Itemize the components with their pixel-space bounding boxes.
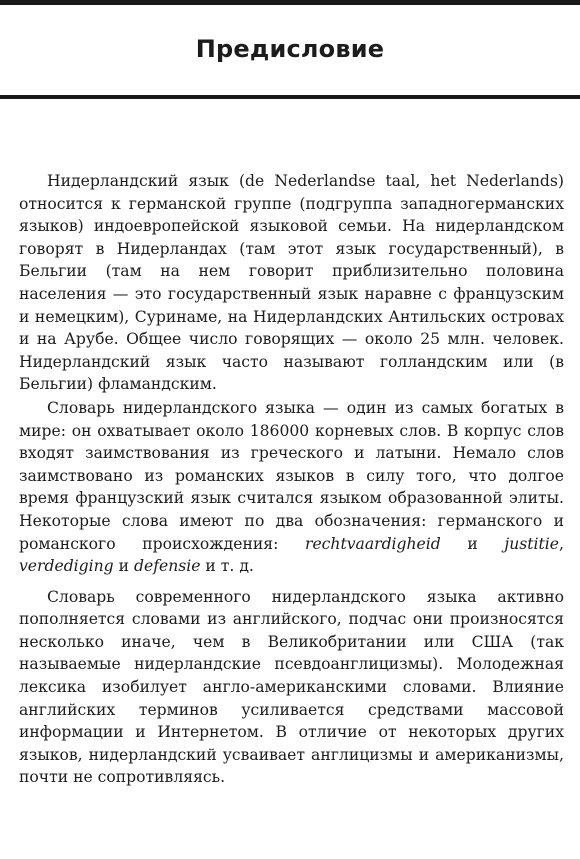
separator: , <box>559 534 564 553</box>
paragraph-vocabulary <box>19 397 564 578</box>
body-text <box>19 170 564 789</box>
paragraph-intro: Нидерландский язык (de Nederlandse taal, het Nederlands) относится к германской группе (подгруппа западногерманских языков) индоевропейской языковой семьи. На нидерландском говорят в Нидерландах (там этот язык государственный), в Бельгии (там на нем говорит приблизительно половина населения — это государственный язык наравне с французским и немецким), Суринаме, на Нидерландских Антильских островах и на Арубе. Общее число говорящих — около 25 млн. человек. Нидерландский язык часто называют голландским или (в Бельгии) фламандским. <box>19 172 564 394</box>
term-rechtvaardigheid: rechtvaardigheid <box>304 534 441 553</box>
header-top-rule <box>0 0 580 5</box>
conjunction: и <box>440 534 505 553</box>
term-verdediging: verdediging <box>19 557 114 576</box>
term-justitie: justitie <box>504 534 560 553</box>
paragraph-modern-vocabulary: Словарь современного нидерландского языка активно пополняется словами из английского, подчас они произносятся несколько иначе, чем в Великобритании или США (так называемые нидерландские псевдоанглицизмы). Молодежная лексика изобилует англо-американскими словами. Влияние английских терминов усиливается средствами массовой информации и Интернетом. В отличие от некоторых других языков, нидерландский усваивает англицизмы и американизмы, почти не сопротивляясь. <box>19 587 564 787</box>
paragraph-vocabulary-text: Словарь нидерландского языка — один из самых богатых в мире: он охватывает около 186000 корневых слов. В корпус слов входят заимствования из греческого и латыни. Немало слов заимствовано из романских языков в силу того, что долгое время французский язык считался языком образованной элиты. Некоторые слова имеют по два обозначения: германского и романского происхождения: <box>19 398 564 553</box>
page-title: Предисловие <box>195 35 385 63</box>
paragraph-vocabulary-tail: и т. д. <box>200 557 254 576</box>
header-bottom-rule <box>0 95 580 99</box>
term-defensie: defensie <box>133 557 201 576</box>
conjunction: и <box>113 557 134 576</box>
